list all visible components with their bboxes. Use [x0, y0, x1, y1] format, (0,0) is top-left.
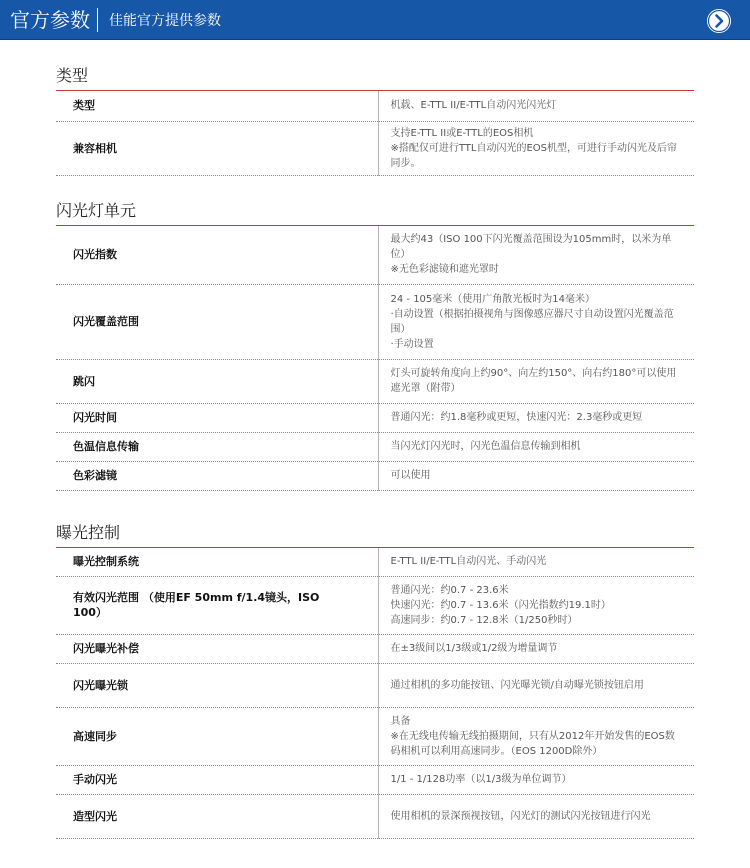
spec-value-line: 可以使用 — [390, 470, 431, 481]
spec-key: 色温信息传输 — [56, 432, 378, 461]
spec-value-line: 支持E-TTL II或E-TTL的EOS相机 — [390, 127, 534, 139]
table-row — [56, 663, 694, 707]
table-row — [56, 403, 694, 432]
spec-value — [378, 548, 694, 576]
table-row — [56, 359, 694, 403]
spec-key: 闪光时间 — [56, 403, 378, 432]
table-row — [56, 432, 694, 461]
spec-value-line: 具备 — [390, 715, 411, 727]
spec-value-line: 灯头可旋转角度向上约90°、向左约150°、向右约180°可以使用遮光罩（附带） — [390, 368, 677, 394]
table-row — [56, 576, 694, 634]
spec-value — [378, 634, 694, 663]
spec-key: 闪光曝光补偿 — [56, 634, 378, 663]
spec-key: 曝光控制系统 — [56, 548, 378, 576]
spec-value — [378, 226, 694, 284]
section-title: 曝光控制 — [56, 523, 121, 542]
table-row — [56, 121, 694, 175]
spec-value-line: ·手动设置 — [390, 338, 434, 350]
page-subtitle: 佳能官方提供参数 — [109, 13, 221, 29]
spec-key: 造型闪光 — [56, 794, 378, 838]
spec-value-line: 普通闪光：约0.7 - 23.6米 — [390, 584, 509, 596]
spec-value — [378, 403, 694, 432]
spec-value — [378, 765, 694, 794]
spec-value — [378, 284, 694, 359]
spec-value — [378, 432, 694, 461]
table-row — [56, 461, 694, 490]
spec-table — [56, 91, 694, 176]
header-divider — [97, 8, 98, 32]
section-flash-unit — [56, 201, 694, 491]
spec-key: 手动闪光 — [56, 765, 378, 794]
spec-value-line: 机载、E-TTL II/E-TTL自动闪光闪光灯 — [390, 100, 557, 112]
spec-value — [378, 663, 694, 707]
table-row — [56, 707, 694, 765]
spec-table — [56, 548, 694, 839]
spec-key: 闪光曝光锁 — [56, 663, 378, 707]
spec-key: 闪光覆盖范围 — [56, 284, 378, 359]
next-arrow-button[interactable] — [707, 9, 731, 33]
spec-value-line: 1/1 - 1/128功率（以1/3级为单位调节） — [390, 774, 572, 785]
table-row — [56, 548, 694, 576]
spec-value-line: 24 - 105毫米（使用广角散光板时为14毫米） — [390, 293, 596, 305]
table-row — [56, 794, 694, 838]
spec-value — [378, 707, 694, 765]
table-row — [56, 284, 694, 359]
page-title: 官方参数 — [10, 8, 90, 32]
section-type — [56, 66, 694, 176]
table-row — [56, 226, 694, 284]
spec-value — [378, 461, 694, 490]
spec-value — [378, 794, 694, 838]
spec-value — [378, 359, 694, 403]
spec-value-line: 使用相机的景深预视按钮，闪光灯的测试闪光按钮进行闪光 — [390, 810, 651, 822]
spec-value-line: ※搭配仅可进行TTL自动闪光的EOS机型，可进行手动闪光及后帘同步。 — [390, 142, 678, 169]
table-row — [56, 634, 694, 663]
spec-value-line: ·自动设置（根据拍摄视角与图像感应器尺寸自动设置闪光覆盖范围） — [390, 308, 674, 335]
spec-value-line: E-TTL II/E-TTL自动闪光、手动闪光 — [390, 556, 547, 568]
spec-key: 类型 — [56, 91, 378, 121]
table-row — [56, 91, 694, 121]
chevron-right-icon — [707, 9, 731, 33]
section-title: 类型 — [56, 66, 89, 85]
spec-value-line: ※在无线电传输无线拍摄期间，只有从2012年开始发售的EOS数码相机可以利用高速同步。（EOS 1200D除外） — [390, 730, 675, 757]
table-row — [56, 765, 694, 794]
spec-value-line: 普通闪光：约1.8毫秒或更短，快速闪光：2.3毫秒或更短 — [390, 412, 643, 423]
spec-value-line: 在±3级间以1/3级或1/2级为增量调节 — [390, 643, 558, 654]
spec-value-line: 高速同步：约0.7 - 12.8米（1/250秒时） — [390, 614, 578, 626]
spec-key: 闪光指数 — [56, 226, 378, 284]
spec-table — [56, 226, 694, 491]
spec-value-line: 通过相机的多功能按钮、闪光曝光锁/自动曝光锁按钮启用 — [390, 679, 644, 691]
spec-value — [378, 91, 694, 121]
spec-value-line: 当闪光灯闪光时，闪光色温信息传输到相机 — [390, 441, 581, 452]
spec-value-line: 快速闪光：约0.7 - 13.6米（闪光指数约19.1时） — [390, 599, 611, 611]
spec-value-line: 最大约43（ISO 100下闪光覆盖范围设为105mm时，以米为单位） — [390, 234, 672, 261]
section-title: 闪光灯单元 — [56, 201, 137, 220]
spec-value-line: ※无色彩滤镜和遮光罩时 — [390, 264, 499, 276]
spec-key: 高速同步 — [56, 707, 378, 765]
section-exposure-control — [56, 523, 694, 839]
spec-key: 兼容相机 — [56, 121, 378, 175]
spec-value — [378, 121, 694, 175]
spec-key: 有效闪光范围 （使用EF 50mm f/1.4镜头，ISO 100） — [56, 576, 378, 634]
spec-value — [378, 576, 694, 634]
spec-key: 跳闪 — [56, 359, 378, 403]
spec-key: 色彩滤镜 — [56, 461, 378, 490]
page-header — [0, 0, 750, 40]
